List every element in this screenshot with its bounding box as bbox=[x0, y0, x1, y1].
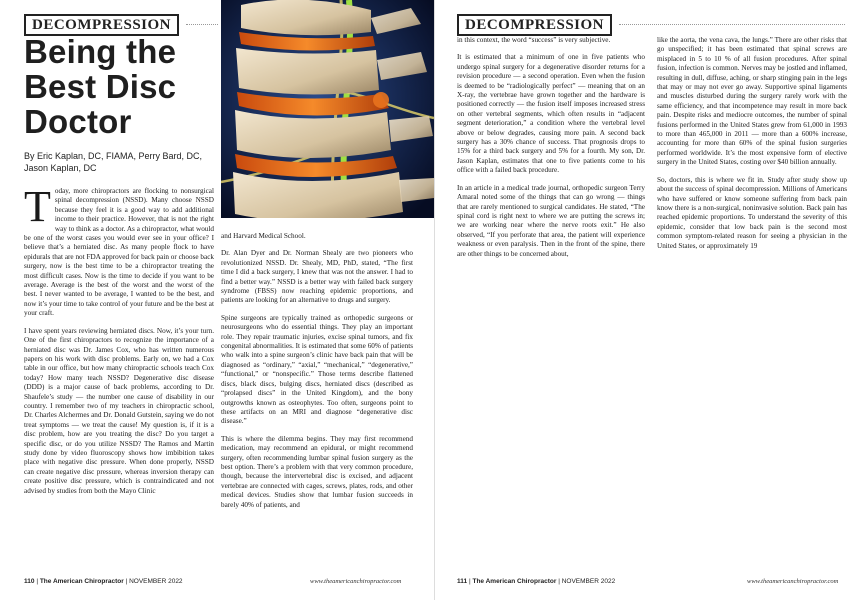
issue-date: NOVEMBER 2022 bbox=[129, 578, 183, 585]
footer-separator: | bbox=[125, 578, 128, 585]
article-column-3 bbox=[457, 36, 645, 267]
footer-separator: | bbox=[468, 578, 471, 585]
page-footer-right bbox=[457, 578, 615, 585]
page-number: 111 bbox=[457, 578, 468, 585]
right-page bbox=[434, 0, 868, 600]
paragraph-text: oday, more chiropractors are flocking to nonsurgical spinal decompression (NSSD). Many choose NSSD because they feel it is a good way to add additional income to their practice. However, that is not the right way to think as a doctor. As a chiropractor, what would be one of the worst cases you would ever see in your office? I believe that’s a herniated disc. As many people flock to have epidurals that are not FDA approved for back pain or choose back surgery, now is the best time to be a chiropractor treating the most difficult cases. Now is the time to decide if you want to be average. Average is the best of the worst and the worst of the best. I never wanted to be average, I wanted to be the best, and now it’s your time to take control of your future and be the best at your craft. bbox=[24, 187, 214, 318]
spine-illustration-graphic bbox=[221, 0, 434, 218]
footer-separator: | bbox=[558, 578, 560, 585]
article-byline: By Eric Kaplan, DC, FIAMA, Perry Bard, DC, Jason Kaplan, DC bbox=[24, 151, 203, 173]
spine-illustration bbox=[221, 0, 434, 218]
page-number: 110 bbox=[24, 578, 35, 585]
paragraph: and Harvard Medical School. bbox=[221, 232, 306, 240]
article-column-1 bbox=[24, 182, 214, 504]
article-title: Being the Best Disc Doctor bbox=[24, 33, 177, 140]
paragraph: So, doctors, this is where we fit in. Study after study show up about the success of spinal decompression. Millions of Americans who have suffered or know someone suffering from back pain know there is a non-surgical, noninvasive solution. Back pain has reached epidemic proportions. To understand the severity of this epidemic, consider that low back pain is the second most common symptom-related reason for seeing a physician in the United States, or approximately 19 bbox=[657, 175, 847, 250]
paragraph bbox=[24, 182, 214, 319]
footer-url: www.theamericanchiropractor.com bbox=[310, 578, 402, 585]
magazine-name: The American Chiropractor bbox=[39, 578, 124, 585]
paragraph: I have spent years reviewing herniated discs. Now, it’s your turn. One of the first chiropractors to recognize the importance of a herniated disc was Dr. James Cox, who has written numerous papers on his work with disc problems. Early on, we had a Cox table in our office, but how many chiropractic schools teach Cox today? How many teach NSSD? Degenerative disc disease (DDD) is a major cause of back problems, according to Dr. Shaufele’s study — the number one cause of disability in our country. I remember two of my teachers in chiropractic school, Dr. Charles Alchermes and Dr. Donald Gutstein, saying we do not treat symptoms — we treat the cause! My question is, if it is a disc problem, how are you treating the disc? Do you target a specific disc, or do you utilize NSSD? The Ramos and Martin study done by video fluoroscopy shows how imbibition takes place with negative disc pressure. When done properly, NSSD can create negative disc pressure, whereas inversion therapy can create positive disc pressure, which is contraindicated and not advised by studies from both the Mayo Clinic bbox=[24, 326, 214, 495]
drop-cap: T bbox=[24, 182, 51, 231]
section-label: DECOMPRESSION bbox=[457, 14, 612, 36]
paragraph: This is where the dilemma begins. They may first recommend medication, may recommend an epidural, or might recommend surgery, often recommending lumbar spinal fusion surgery as the best option. There’s a problem with that very common procedure, though, because the intervertebral disc is excised, and adjacent vertebrae are connected with cages, screws, plates, rods, and other medical devices. Studies show that lumbar fusion succeeds in barely 40% of patients, and bbox=[221, 434, 413, 509]
page-footer-left bbox=[24, 578, 183, 585]
paragraph: In an article in a medical trade journal, orthopedic surgeon Terry Amaral noted some of the things that can go wrong — things that are rarely mentioned to surgical candidates. He stated, “The spinal cord is right next to where we are putting the screws in; we are working near where the nerve roots exit.” He also observed, “If you perforate that area, the patient will experience weakness or even paralysis. Then in the front of the spine, there are other things to be concerned about, bbox=[457, 183, 645, 258]
article-column-4 bbox=[657, 36, 847, 259]
issue-date: NOVEMBER 2022 bbox=[561, 578, 616, 585]
section-divider bbox=[619, 24, 845, 25]
paragraph: like the aorta, the vena cava, the lungs.” There are other risks that go unspecified; it has been estimated that spinal screws are misplaced in 5 to 10 % of all fusion procedures. After spinal fusion, infection is common. Nerves may be jostled and inflamed, resulting in dull, diffuse, aching, or sharp stinging pain in the legs that may or may not ever go away. Supportive spinal ligaments and muscles disturbed during the surgery rarely work with the same efficiency, and that incompetence may result in more back pain. Despite risks and mediocre outcomes, the number of spinal fusions performed in the United States grew from 61,000 in 1993 to more than 465,000 in 2011 — more than a 600% increase, accounting for more than 60% of the spinal fusion surgeries performed worldwide. It’s the most expensive form of elective surgery in the United States, costing over $40 billion annually. bbox=[657, 36, 847, 167]
paragraph: Dr. Alan Dyer and Dr. Norman Shealy are two pioneers who revolutionized NSSD. Dr. Shealy, MD, PhD, stated, “The first time I did a back surgery, I knew that was not the answer. I had to find a better way.” NSSD is a better way with failed back surgery syndrome (FBSS) now reaching epidemic proportions, and patients are looking for an alternative to drugs and surgery. bbox=[221, 249, 413, 305]
magazine-name: The American Chiropractor bbox=[472, 578, 557, 585]
paragraph: Spine surgeons are typically trained as orthopedic surgeons or neurosurgeons who do essential things. They play an important role. They repair traumatic injuries, excise spinal tumors, and fix congenital abnormalities. It is estimated that some 60% of patients who walk into a spine surgeon’s clinic have back pain that will be diagnosed as “ordinary,” “axial,” “mechanical,” “degenerative,” “functional,” or “nonspecific.” Those terms describe flattened discs, black discs, bulging discs, herniated discs (described as “prolapsed discs” in the United Kingdom), and the bony outgrowths known as osteophytes. Too often, surgeons point to these artifacts on an MRI and diagnose “degenerative disc disease.” bbox=[221, 313, 413, 426]
paragraph: It is estimated that a minimum of one in five patients who undergo spinal surgery for a degenerative disorder returns for a revision procedure — a second operation. Even when the fusion is deemed to be “radiologically perfect” — meaning that on an X-ray, the vertebrae have grown together and the hardware is positioned correctly — the fusion itself imposes increased stress on other vertebral segments, which often results in “adjacent segment deterioration,” a condition where the vertebral level above or below degrades, causing more pain. A second back surgery has a 30% chance of success. That prognosis drops to 15% for a third back surgery and 5% for a fourth. My son, Dr. Jason Kaplan, estimates that one to five patients come to his office with a failed back procedure. bbox=[457, 53, 645, 175]
footer-url: www.theamericanchiropractor.com bbox=[747, 578, 839, 585]
section-label: DECOMPRESSION bbox=[24, 14, 179, 36]
paragraph: in this context, the word “success” is very subjective. bbox=[457, 36, 611, 44]
footer-separator: | bbox=[36, 578, 39, 585]
article-column-2 bbox=[221, 232, 413, 518]
section-divider bbox=[186, 24, 218, 25]
